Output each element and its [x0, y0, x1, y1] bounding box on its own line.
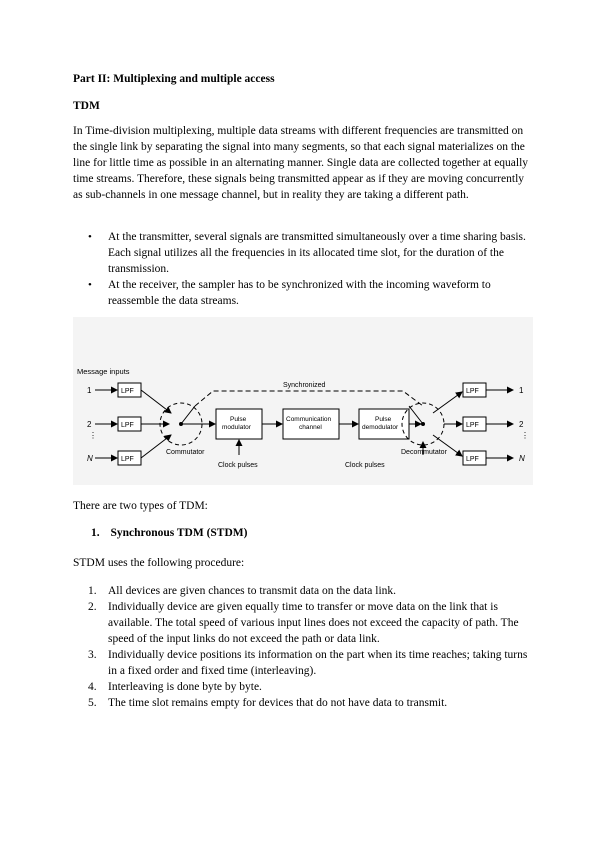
tdm-block-diagram	[73, 317, 533, 485]
clock-pulses-left-label: Clock pulses	[218, 462, 258, 469]
stdm-intro: STDM uses the following procedure:	[73, 557, 245, 569]
message-inputs-label: Message inputs	[77, 367, 130, 376]
type-1-heading	[91, 527, 247, 539]
procedure-item	[88, 695, 528, 711]
lpf-out-2-label: LPF	[466, 422, 479, 429]
intro-paragraph: In Time-division multiplexing, multiple data streams with different frequencies are transmitted on the single link by separating the signal into many segments, so that each signal materializes on the line for little time as possible in an alternating manner. Single data are collected together at equally time streams. Therefore, these signals being transmitted appear as if they are moving concurrently as sub-channels in one message channel, but in reality they are taking a different path.	[73, 125, 529, 201]
bullet-marker: •	[88, 279, 92, 291]
lpf-out-n-label: LPF	[466, 456, 479, 463]
procedure-text: Individually device are given equally time to transfer or move data on the link that is available. The total speed of various input lines does not exceed the capacity of path. The speed of the input links do not exceed the path or data link.	[108, 601, 519, 645]
procedure-text: The time slot remains empty for devices that do not have data to transmit.	[108, 697, 448, 709]
tdm-diagram-svg	[73, 317, 533, 485]
pulse-modulator-label: Pulse modulator	[222, 416, 251, 431]
input-dots: ⋮	[89, 431, 97, 440]
procedure-item	[88, 599, 528, 647]
synchronized-label: Synchronized	[283, 382, 326, 389]
type-1-number: 1.	[91, 527, 100, 539]
bullet-list	[88, 229, 528, 309]
input-2-label: 2	[87, 420, 92, 429]
procedure-text: All devices are given chances to transmit data on the data link.	[108, 585, 397, 597]
decommutator-label: Decommutator	[401, 449, 447, 456]
type-1-title: Synchronous TDM (STDM)	[110, 527, 248, 539]
procedure-text: Individually device positions its information on the part when its time reaches; taking turns in a fixed order and fixed time (interleaving).	[108, 649, 528, 677]
output-2-label: 2	[519, 420, 524, 429]
procedure-item	[88, 647, 528, 679]
communication-channel-label: Communication channel	[286, 416, 332, 431]
bullet-item	[88, 229, 528, 277]
procedure-list	[88, 583, 528, 711]
output-1-label: 1	[519, 386, 524, 395]
lpf-in-1-label: LPF	[121, 388, 134, 395]
bullet-marker: •	[88, 231, 92, 243]
procedure-number: 1.	[88, 585, 97, 597]
procedure-number: 2.	[88, 601, 97, 613]
input-1-label: 1	[87, 386, 92, 395]
lpf-in-2-label: LPF	[121, 422, 134, 429]
lpf-out-1-label: LPF	[466, 388, 479, 395]
pulse-demodulator-label: Pulse demodulator	[362, 416, 399, 431]
procedure-item	[88, 679, 528, 695]
commutator-label: Commutator	[166, 449, 205, 456]
section-title: TDM	[73, 100, 100, 112]
lpf-in-n-label: LPF	[121, 456, 134, 463]
bullet-item	[88, 277, 528, 309]
procedure-number: 5.	[88, 697, 97, 709]
output-dots: ⋮	[521, 431, 529, 440]
procedure-text: Interleaving is done byte by byte.	[108, 681, 262, 693]
input-n-label: N	[87, 454, 93, 463]
output-n-label: N	[519, 454, 525, 463]
bullet-text: At the receiver, the sampler has to be synchronized with the incoming waveform to reassemble the data streams.	[108, 279, 491, 307]
procedure-number: 3.	[88, 649, 97, 661]
bullet-text: At the transmitter, several signals are transmitted simultaneously over a time sharing basis. Each signal utilizes all the frequencies in its allocated time slot, for the duration of the transmission.	[108, 231, 526, 275]
part-title: Part II: Multiplexing and multiple access	[73, 73, 275, 85]
procedure-item	[88, 583, 528, 599]
types-intro: There are two types of TDM:	[73, 500, 208, 512]
procedure-number: 4.	[88, 681, 97, 693]
clock-pulses-right-label: Clock pulses	[345, 462, 385, 469]
